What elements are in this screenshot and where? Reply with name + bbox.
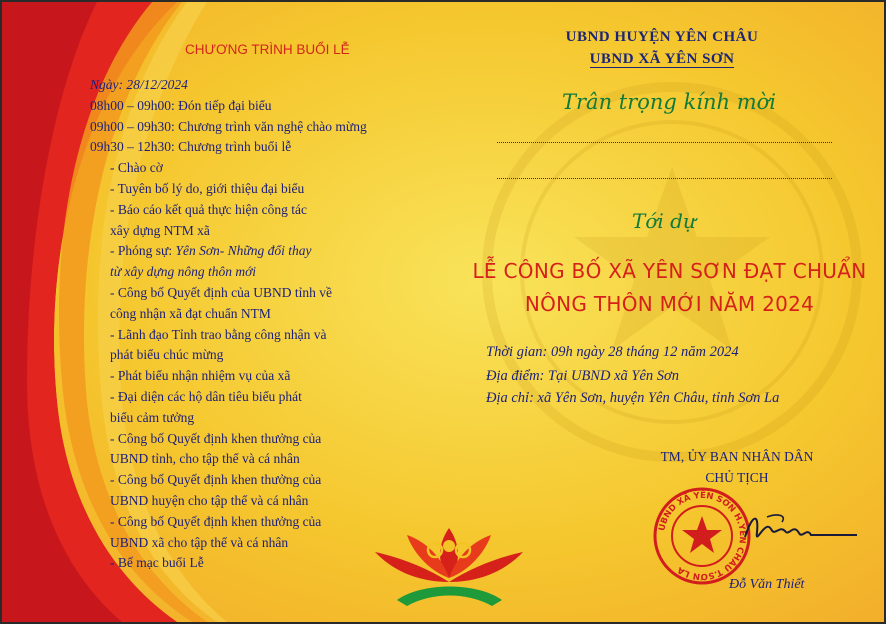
guest-name-line: [497, 142, 832, 143]
program-item: - Lãnh đạo Tỉnh trao bằng công nhận và: [110, 326, 327, 342]
program-item: phát biểu chúc mừng: [110, 347, 224, 363]
event-address: Địa chỉ: xã Yên Sơn, huyện Yên Châu, tỉnh Sơn La: [486, 390, 780, 406]
feature-prefix: - Phóng sự:: [110, 243, 176, 259]
schedule-line: 09h00 – 09h30: Chương trình văn nghệ chào mừng: [90, 118, 367, 134]
program-item: - Bế mạc buổi Lễ: [110, 555, 204, 571]
program-item: UBND tỉnh, cho tập thể và cá nhân: [110, 451, 300, 467]
program-item: - Chào cờ: [110, 160, 163, 176]
attend-heading: Tới dự: [632, 209, 696, 233]
seal-text: UBND XÃ YÊN SƠN H.YÊN CHÂU T.SƠN LA: [657, 490, 748, 582]
commune-committee-header: [522, 51, 802, 68]
program-item: UBND huyện cho tập thể và cá nhân: [110, 492, 309, 508]
guest-name-line: [497, 178, 832, 179]
event-title-line1: LỄ CÔNG BỐ XÃ YÊN SƠN ĐẠT CHUẨN: [472, 259, 867, 283]
district-committee-header: UBND HUYỆN YÊN CHÂU: [565, 29, 759, 45]
program-schedule: [90, 75, 430, 574]
feature-title: Yên Sơn- Những đổi thay: [175, 243, 312, 259]
program-item: - Công bố Quyết định khen thưởng của: [110, 513, 322, 529]
handwritten-signature: [737, 507, 862, 552]
commune-committee-label: UBND XÃ YÊN SƠN: [589, 51, 735, 67]
program-date: Ngày: 28/12/2024: [90, 77, 188, 92]
invite-heading: Trân trọng kính mời: [562, 90, 776, 114]
program-item: từ xây dựng nông thôn mới: [110, 264, 257, 280]
program-item: - Công bố Quyết định khen thưởng của: [110, 472, 322, 488]
program-item: - Tuyên bố lý do, giới thiệu đại biểu: [110, 180, 305, 196]
program-item: UBND xã cho tập thể và cá nhân: [110, 534, 289, 550]
program-item: công nhận xã đạt chuẩn NTM: [110, 305, 271, 321]
program-item: xây dựng NTM xã: [110, 222, 210, 238]
event-place: Địa điểm: Tại UBND xã Yên Sơn: [486, 368, 680, 384]
schedule-line: 09h30 – 12h30: Chương trình buổi lễ: [90, 139, 292, 155]
program-item: - Báo cáo kết quả thực hiện công tác: [110, 201, 307, 217]
schedule-line: 08h00 – 09h00: Đón tiếp đại biểu: [90, 97, 272, 113]
signer-name: Đỗ Văn Thiết: [729, 577, 805, 592]
program-item: biểu cảm tưởng: [110, 409, 195, 425]
event-time: Thời gian: 09h ngày 28 tháng 12 năm 2024: [486, 344, 739, 360]
program-item: - Đại diện các hộ dân tiêu biểu phát: [110, 388, 302, 404]
signatory-org: TM, ỦY BAN NHÂN DÂN: [660, 449, 814, 464]
signatory-title: CHỦ TỊCH: [705, 470, 769, 485]
program-item-feature: [90, 241, 430, 262]
program-item: - Phát biểu nhận nhiệm vụ của xã: [110, 368, 291, 384]
event-title-line2: NÔNG THÔN MỚI NĂM 2024: [524, 292, 815, 316]
lotus-emblem-decoration: [367, 520, 532, 610]
program-title: CHƯƠNG TRÌNH BUỔI LỄ: [185, 42, 350, 57]
program-item: - Công bố Quyết định khen thưởng của: [110, 430, 322, 446]
program-item: - Công bố Quyết định của UBND tỉnh về: [110, 284, 332, 300]
